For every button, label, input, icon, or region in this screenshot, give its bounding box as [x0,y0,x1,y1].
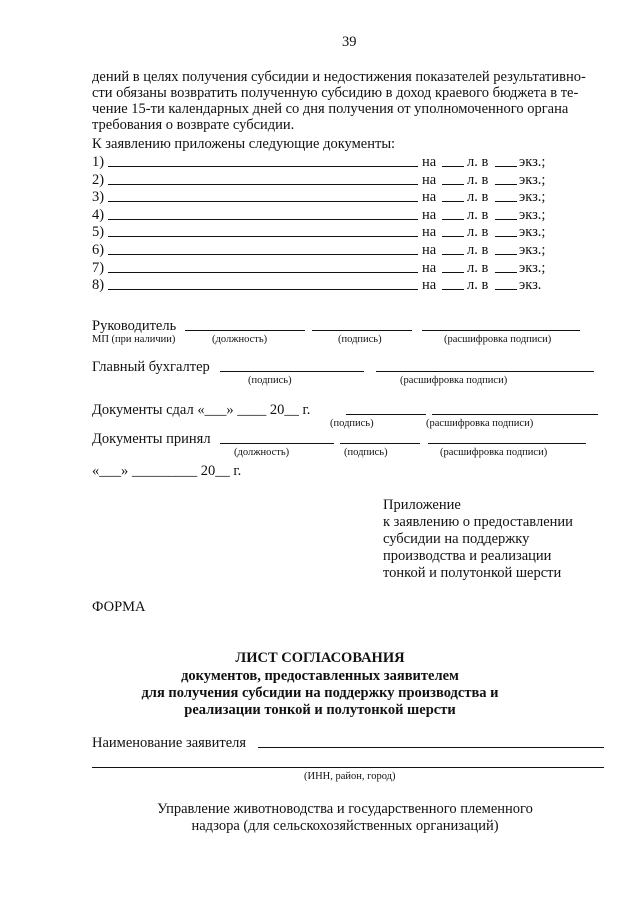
doc-number: 8) [92,277,105,293]
department-line-2: надзора (для сельскохозяйственных организаций) [191,818,499,834]
submitted-signature-hint: (подпись) [330,418,374,429]
doc-sheets-label: л. в [467,260,489,276]
mp-label: МП (при наличии) [92,334,176,345]
received-signature-line[interactable] [340,443,420,444]
doc-title-line[interactable] [108,254,418,255]
doc-sheets-label: л. в [467,242,489,258]
doc-sheets-line[interactable] [442,219,464,220]
department-line-1: Управление животноводства и государственного племенного [157,801,533,817]
page-number: 39 [342,34,357,50]
doc-na-label: на [422,260,437,276]
doc-number: 7) [92,260,105,276]
doc-copies-label: экз.; [519,189,546,205]
applicant-name-line[interactable] [258,747,604,748]
form-label: ФОРМА [92,599,146,615]
doc-copies-line[interactable] [495,254,517,255]
doc-title-line[interactable] [108,201,418,202]
doc-copies-line[interactable] [495,272,517,273]
doc-sheets-line[interactable] [442,289,464,290]
doc-number: 6) [92,242,105,258]
accountant-decode-hint: (расшифровка подписи) [400,375,508,386]
intro-line-2: сти обязаны возвратить полученную субсидию в доход краевого бюджета в те- [92,85,579,101]
head-decode-hint: (расшифровка подписи) [444,334,552,345]
doc-title-line[interactable] [108,219,418,220]
received-position-line[interactable] [220,443,334,444]
doc-copies-label: экз.; [519,207,546,223]
doc-title-line[interactable] [108,236,418,237]
doc-number: 3) [92,189,105,205]
appendix-line-4: производства и реализации [383,548,552,564]
appendix-line-5: тонкой и полутонкой шерсти [383,565,562,581]
doc-copies-line[interactable] [495,289,517,290]
doc-copies-line[interactable] [495,236,517,237]
doc-sheets-line[interactable] [442,272,464,273]
head-decode-line[interactable] [422,330,580,331]
doc-title-line[interactable] [108,184,418,185]
applicant-inn-line[interactable] [92,767,604,768]
doc-copies-line[interactable] [495,219,517,220]
intro-line-3: чение 15-ти календарных дней со дня получения от уполномоченного органа [92,101,569,117]
head-label: Руководитель [92,318,177,334]
doc-copies-label: экз.; [519,224,546,240]
received-decode-line[interactable] [428,443,586,444]
doc-sheets-line[interactable] [442,184,464,185]
doc-na-label: на [422,224,437,240]
doc-na-label: на [422,154,437,170]
submitted-decode-hint: (расшифровка подписи) [426,418,534,429]
doc-sheets-label: л. в [467,172,489,188]
doc-sheets-line[interactable] [442,236,464,237]
doc-copies-label: экз.; [519,242,546,258]
accountant-signature-hint: (подпись) [248,375,292,386]
received-position-hint: (должность) [234,447,290,458]
intro-line-1: дений в целях получения субсидии и недостижения показателей результативно- [92,69,586,85]
sheet-subtitle-3: реализации тонкой и полутонкой шерсти [184,702,456,718]
sheet-subtitle-1: документов, предоставленных заявителем [181,668,459,684]
sheet-subtitle-2: для получения субсидии на поддержку производства и [141,685,499,701]
head-signature-line[interactable] [312,330,412,331]
accountant-label: Главный бухгалтер [92,359,210,375]
doc-sheets-label: л. в [467,207,489,223]
accountant-decode-line[interactable] [376,371,594,372]
doc-sheets-line[interactable] [442,166,464,167]
doc-title-line[interactable] [108,272,418,273]
doc-number: 4) [92,207,105,223]
doc-sheets-line[interactable] [442,201,464,202]
doc-na-label: на [422,207,437,223]
doc-sheets-label: л. в [467,277,489,293]
doc-copies-line[interactable] [495,201,517,202]
submitted-decode-line[interactable] [432,414,598,415]
head-position-line[interactable] [185,330,305,331]
doc-na-label: на [422,189,437,205]
doc-copies-label: экз.; [519,260,546,276]
appendix-line-2: к заявлению о предоставлении [383,514,573,530]
doc-sheets-label: л. в [467,154,489,170]
doc-na-label: на [422,242,437,258]
inn-hint: (ИНН, район, город) [304,771,396,782]
doc-sheets-label: л. в [467,224,489,240]
intro-line-4: требования о возврате субсидии. [92,117,295,133]
doc-title-line[interactable] [108,289,418,290]
doc-sheets-label: л. в [467,189,489,205]
doc-number: 2) [92,172,105,188]
head-signature-hint: (подпись) [338,334,382,345]
applicant-label: Наименование заявителя [92,735,247,751]
doc-na-label: на [422,277,437,293]
sheet-title: ЛИСТ СОГЛАСОВАНИЯ [235,650,405,666]
doc-copies-line[interactable] [495,184,517,185]
head-position-hint: (должность) [212,334,268,345]
doc-title-line[interactable] [108,166,418,167]
received-decode-hint: (расшифровка подписи) [440,447,548,458]
submitted-signature-line[interactable] [346,414,426,415]
submitted-label: Документы сдал «___» ____ 20__ г. [92,402,311,418]
doc-number: 5) [92,224,105,240]
doc-copies-label: экз.; [519,154,546,170]
accountant-signature-line[interactable] [220,371,364,372]
doc-na-label: на [422,172,437,188]
docs-header: К заявлению приложены следующие документы: [92,136,396,152]
received-signature-hint: (подпись) [344,447,388,458]
doc-copies-label: экз.; [519,172,546,188]
appendix-line-3: субсидии на поддержку [383,531,530,547]
doc-number: 1) [92,154,105,170]
doc-sheets-line[interactable] [442,254,464,255]
appendix-line-1: Приложение [383,497,461,513]
received-label: Документы принял [92,431,211,447]
doc-copies-label: экз. [519,277,542,293]
received-date: «___» _________ 20__ г. [92,463,242,479]
doc-copies-line[interactable] [495,166,517,167]
